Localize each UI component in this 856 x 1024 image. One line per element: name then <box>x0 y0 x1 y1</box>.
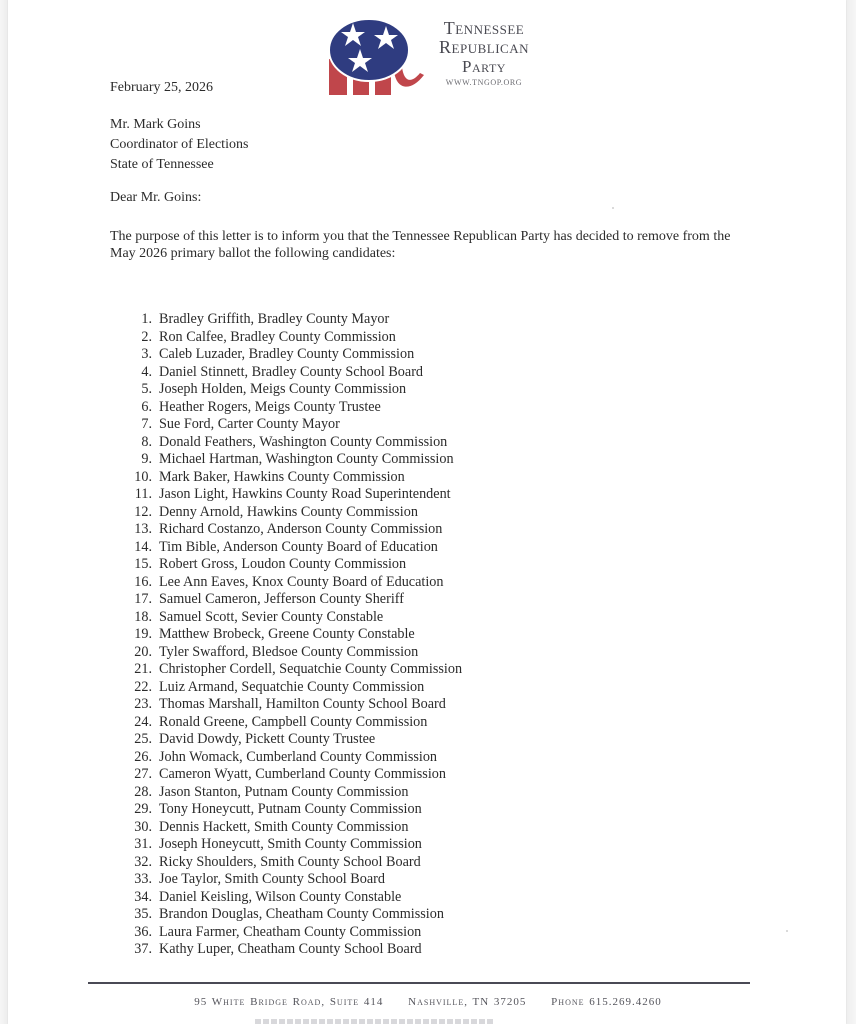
candidate-number: 11. <box>134 486 152 502</box>
candidate-text: Ronald Greene, Campbell County Commission <box>159 713 428 730</box>
candidate-item <box>128 346 462 364</box>
footer-divider <box>88 982 750 984</box>
candidate-number: 20. <box>134 643 152 660</box>
candidate-number: 31. <box>134 836 152 852</box>
candidate-item <box>128 836 462 854</box>
candidate-item <box>128 521 462 539</box>
candidate-item <box>128 539 462 557</box>
candidate-text: Robert Gross, Loudon County Commission <box>159 556 407 572</box>
page-edge-left <box>0 0 8 1024</box>
candidate-text: Caleb Luzader, Bradley County Commission <box>159 346 415 362</box>
candidate-text: Richard Costanzo, Anderson County Commission <box>159 521 443 537</box>
candidate-text: Tim Bible, Anderson County Board of Education <box>159 538 438 555</box>
candidate-number: 28. <box>134 783 152 800</box>
candidate-item <box>128 784 462 802</box>
candidate-text: Samuel Scott, Sevier County Constable <box>159 608 384 625</box>
candidate-item <box>128 906 462 924</box>
candidate-number: 2. <box>141 328 152 345</box>
candidate-item <box>128 889 462 907</box>
candidate-item <box>128 924 462 942</box>
candidate-list <box>128 311 462 959</box>
candidate-item <box>128 801 462 819</box>
candidate-number: 19. <box>134 626 152 642</box>
footer-cutoff-line <box>255 1019 495 1024</box>
logo-wordmark <box>430 19 538 87</box>
candidate-item <box>128 941 462 959</box>
candidate-text: Samuel Cameron, Jefferson County Sheriff <box>159 591 404 607</box>
candidate-text: Jason Light, Hawkins County Road Superintendent <box>159 486 451 502</box>
candidate-text: Thomas Marshall, Hamilton County School Board <box>159 696 446 712</box>
candidate-item <box>128 504 462 522</box>
candidate-item <box>128 661 462 679</box>
candidate-item <box>128 766 462 784</box>
candidate-number: 21. <box>134 661 152 677</box>
candidate-item <box>128 714 462 732</box>
candidate-text: Joe Taylor, Smith County School Board <box>159 871 385 887</box>
tngop-logo <box>326 17 536 101</box>
candidate-number: 32. <box>134 853 152 870</box>
candidate-number: 15. <box>134 556 152 572</box>
candidate-number: 22. <box>134 678 152 695</box>
candidate-number: 5. <box>141 381 152 397</box>
intro-paragraph: The purpose of this letter is to inform you that the Tennessee Republican Party has decided to remove from the May 2026 primary ballot the following candidates: <box>110 229 731 261</box>
candidate-text: Laura Farmer, Cheatham County Commission <box>159 923 422 940</box>
candidate-item <box>128 574 462 592</box>
candidate-text: Christopher Cordell, Sequatchie County Commission <box>159 661 463 677</box>
candidate-item <box>128 434 462 452</box>
candidate-text: Sue Ford, Carter County Mayor <box>159 416 340 432</box>
candidate-item <box>128 311 462 329</box>
candidate-item <box>128 591 462 609</box>
elephant-tristar-logo-icon <box>326 17 426 97</box>
candidate-item <box>128 364 462 382</box>
footer-city: Nashville, TN 37205 <box>408 996 527 1008</box>
logo-line-tennessee: Tennessee <box>443 18 525 38</box>
recipient-title: Coordinator of Elections <box>110 137 249 152</box>
scan-speck <box>612 207 614 209</box>
logo-line-party: Party <box>462 57 506 76</box>
candidate-number: 27. <box>134 766 152 782</box>
candidate-text: Daniel Stinnett, Bradley County School Board <box>159 363 424 380</box>
recipient-address <box>110 115 248 175</box>
candidate-item <box>128 749 462 767</box>
candidate-text: John Womack, Cumberland County Commission <box>159 748 438 765</box>
candidate-text: Cameron Wyatt, Cumberland County Commission <box>159 766 446 782</box>
candidate-number: 35. <box>134 906 152 922</box>
candidate-item <box>128 399 462 417</box>
candidate-text: Luiz Armand, Sequatchie County Commission <box>159 678 425 695</box>
candidate-text: Dennis Hackett, Smith County Commission <box>159 818 409 835</box>
candidate-item <box>128 854 462 872</box>
candidate-number: 3. <box>141 346 152 362</box>
candidate-item <box>128 644 462 662</box>
candidate-number: 16. <box>134 573 152 590</box>
candidate-text: Denny Arnold, Hawkins County Commission <box>159 503 418 520</box>
candidate-number: 13. <box>134 521 152 537</box>
candidate-number: 26. <box>134 748 152 765</box>
candidate-text: Heather Rogers, Meigs County Trustee <box>159 398 381 415</box>
candidate-text: Joseph Honeycutt, Smith County Commission <box>159 836 422 852</box>
recipient-name: Mr. Mark Goins <box>110 117 201 132</box>
candidate-number: 24. <box>134 713 152 730</box>
letter-date: February 25, 2026 <box>110 80 214 95</box>
logo-line-republican: Republican <box>439 37 529 57</box>
candidate-number: 36. <box>134 923 152 940</box>
candidate-text: Tony Honeycutt, Putnam County Commission <box>159 801 422 817</box>
candidate-text: Brandon Douglas, Cheatham County Commission <box>159 906 444 922</box>
candidate-item <box>128 329 462 347</box>
candidate-item <box>128 871 462 889</box>
candidate-text: Jason Stanton, Putnam County Commission <box>159 783 409 800</box>
candidate-text: Ricky Shoulders, Smith County School Board <box>159 853 421 870</box>
candidate-item <box>128 451 462 469</box>
candidate-text: Joseph Holden, Meigs County Commission <box>159 381 407 397</box>
candidate-item <box>128 609 462 627</box>
candidate-text: Ron Calfee, Bradley County Commission <box>159 328 396 345</box>
candidate-item <box>128 381 462 399</box>
candidate-number: 10. <box>134 468 152 485</box>
logo-website: WWW.TNGOP.ORG <box>445 78 523 87</box>
candidate-number: 34. <box>134 888 152 905</box>
candidate-text: Michael Hartman, Washington County Commission <box>159 451 454 467</box>
candidate-number: 25. <box>134 731 152 747</box>
candidate-number: 6. <box>141 398 152 415</box>
candidate-number: 33. <box>134 871 152 887</box>
candidate-number: 8. <box>141 433 152 450</box>
candidate-text: Bradley Griffith, Bradley County Mayor <box>159 311 390 327</box>
candidate-text: Daniel Keisling, Wilson County Constable <box>159 888 402 905</box>
candidate-text: Matthew Brobeck, Greene County Constable <box>159 626 415 642</box>
candidate-text: Mark Baker, Hawkins County Commission <box>159 468 405 485</box>
candidate-number: 29. <box>134 801 152 817</box>
logo-blue-circle <box>329 19 409 81</box>
candidate-item <box>128 731 462 749</box>
candidate-item <box>128 416 462 434</box>
footer-street: 95 White Bridge Road, Suite 414 <box>194 996 384 1008</box>
candidate-number: 37. <box>134 941 152 957</box>
candidate-item <box>128 679 462 697</box>
candidate-text: David Dowdy, Pickett County Trustee <box>159 731 376 747</box>
candidate-number: 23. <box>134 696 152 712</box>
candidate-number: 30. <box>134 818 152 835</box>
page-edge-right <box>846 0 856 1024</box>
candidate-item <box>128 626 462 644</box>
candidate-number: 9. <box>141 451 152 467</box>
candidate-item <box>128 486 462 504</box>
candidate-text: Tyler Swafford, Bledsoe County Commission <box>159 643 419 660</box>
candidate-text: Donald Feathers, Washington County Commission <box>159 433 448 450</box>
candidate-number: 18. <box>134 608 152 625</box>
candidate-number: 14. <box>134 538 152 555</box>
footer-phone: Phone 615.269.4260 <box>551 996 662 1008</box>
scan-speck <box>786 930 788 932</box>
candidate-text: Lee Ann Eaves, Knox County Board of Education <box>159 573 444 590</box>
candidate-item <box>128 819 462 837</box>
salutation: Dear Mr. Goins: <box>110 190 202 205</box>
candidate-text: Kathy Luper, Cheatham County School Board <box>159 941 422 957</box>
footer-address <box>0 996 856 1008</box>
candidate-item <box>128 556 462 574</box>
candidate-number: 7. <box>141 416 152 432</box>
candidate-number: 17. <box>134 591 152 607</box>
candidate-item <box>128 469 462 487</box>
candidate-number: 4. <box>141 363 152 380</box>
recipient-office: State of Tennessee <box>110 157 214 172</box>
candidate-item <box>128 696 462 714</box>
candidate-number: 1. <box>141 311 152 327</box>
candidate-number: 12. <box>134 503 152 520</box>
